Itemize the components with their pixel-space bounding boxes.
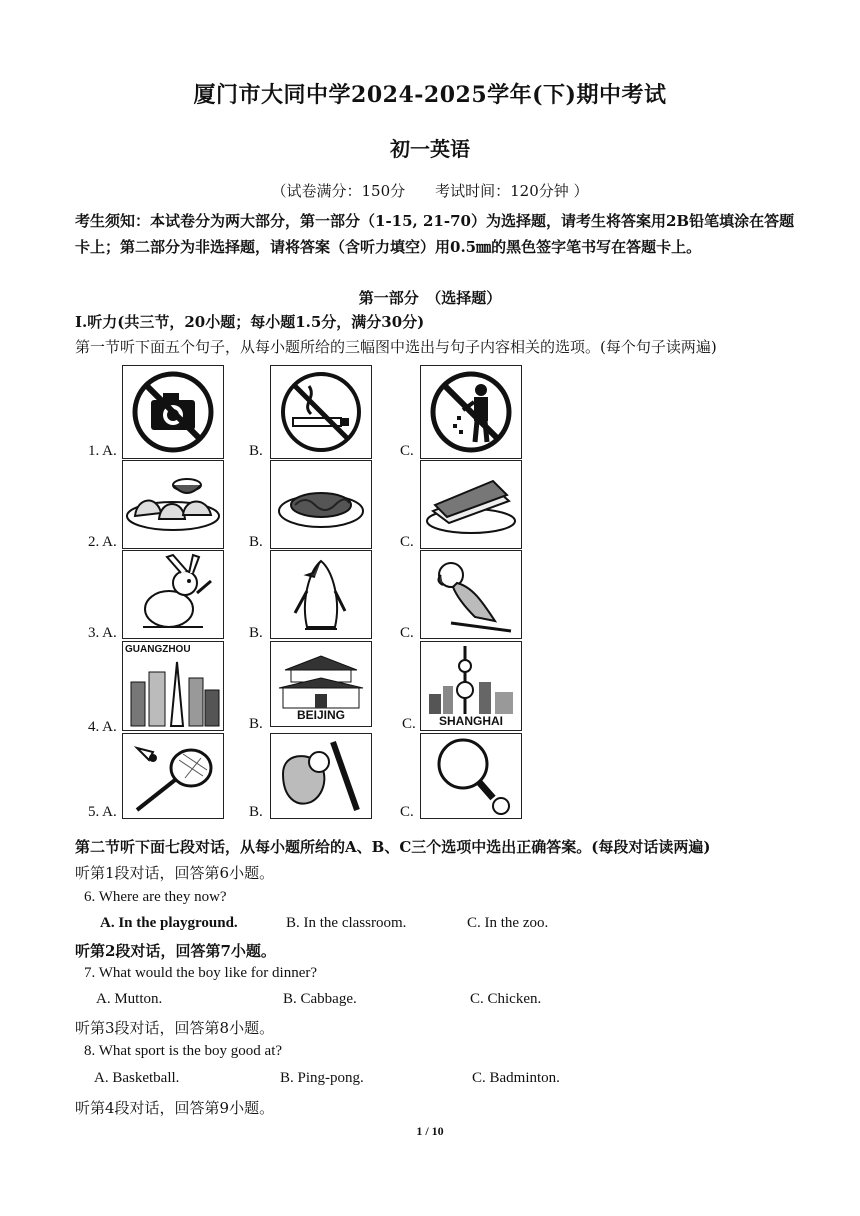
exam-info: （试卷满分：150分 考试时间：120分钟 ） — [271, 182, 589, 200]
exam-title: 厦门市大同中学2024-2025学年(下)期中考试 — [193, 82, 667, 108]
row3-label-c: C. — [400, 625, 414, 641]
noodles-icon — [270, 460, 372, 549]
badminton-icon — [122, 733, 224, 819]
part-one-title: 第一部分 （选择题） — [358, 289, 502, 307]
q6-option-b: B. In the classroom. — [286, 915, 407, 931]
q7-option-c: C. Chicken. — [470, 991, 542, 1007]
question-6: 6. Where are they now? — [84, 889, 227, 905]
row2-label-a: 2. A. — [88, 534, 117, 550]
q7-option-b: B. Cabbage. — [283, 991, 357, 1007]
penguin-icon — [270, 550, 372, 639]
row5-label-b: B. — [249, 804, 263, 820]
row1-label-b: B. — [249, 443, 263, 459]
no-littering-icon — [420, 365, 522, 459]
q8-option-a: A. Basketball. — [94, 1070, 180, 1086]
row3-label-a: 3. A. — [88, 625, 117, 641]
dumplings-icon — [122, 460, 224, 549]
row5-label-a: 5. A. — [88, 804, 117, 820]
row2-label-b: B. — [249, 534, 263, 550]
guangzhou-label: GUANGZHOU — [125, 644, 191, 655]
sandwich-icon — [420, 460, 522, 549]
q6-option-c: C. In the zoo. — [467, 915, 549, 931]
row2-label-c: C. — [400, 534, 414, 550]
no-camera-icon — [122, 365, 224, 459]
beijing-icon — [270, 641, 372, 727]
section2-intro: 第二节听下面七段对话，从每小题所给的A、B、C三个选项中选出正确答案。(每段对话读两遍) — [75, 838, 711, 856]
row1-label-a: 1. A. — [88, 443, 117, 459]
row4-label-c: C. — [402, 716, 416, 732]
dialogue4-prompt: 听第4段对话，回答第9小题。 — [75, 1099, 275, 1117]
dialogue2-prompt: 听第2段对话，回答第7小题。 — [75, 942, 276, 960]
guangzhou-icon — [122, 641, 224, 731]
shanghai-icon — [420, 641, 522, 731]
no-smoking-icon — [270, 365, 372, 459]
dialogue1-prompt: 听第1段对话，回答第6小题。 — [75, 864, 275, 882]
row5-label-c: C. — [400, 804, 414, 820]
ping-pong-icon — [420, 733, 522, 819]
parrot-icon — [420, 550, 522, 639]
q8-option-c: C. Badminton. — [472, 1070, 560, 1086]
q8-option-b: B. Ping-pong. — [280, 1070, 364, 1086]
baseball-icon — [270, 733, 372, 819]
shanghai-label: SHANGHAI — [438, 714, 503, 728]
q7-option-a: A. Mutton. — [96, 991, 163, 1007]
listening-title: I.听力(共三节，20小题；每小题1.5分，满分30分) — [75, 313, 425, 331]
section1-intro: 第一节听下面五个句子，从每小题所给的三幅图中选出与句子内容相关的选项。(每个句子读两遍) — [75, 338, 717, 356]
row1-label-c: C. — [400, 443, 414, 459]
rabbit-icon — [122, 550, 224, 639]
question-7: 7. What would the boy like for dinner? — [84, 965, 317, 981]
row3-label-b: B. — [249, 625, 263, 641]
dialogue3-prompt: 听第3段对话，回答第8小题。 — [75, 1019, 275, 1037]
exam-notice: 考生须知：本试卷分为两大部分，第一部分（1-15, 21-70）为选择题，请考生将答案用2B铅笔填涂在答题卡上；第二部分为非选择题，请将答案（含听力填空）用0.5㎜的黑色签字笔书写在答题卡上。 — [75, 212, 795, 256]
beijing-label: BEIJING — [296, 708, 345, 722]
question-8: 8. What sport is the boy good at? — [84, 1043, 283, 1059]
q6-option-a: A. In the playground. — [100, 915, 238, 931]
page-number: 1 / 10 — [416, 1124, 444, 1138]
row4-label-a: 4. A. — [88, 719, 117, 735]
row4-label-b: B. — [249, 716, 263, 732]
exam-subject: 初一英语 — [390, 137, 470, 161]
